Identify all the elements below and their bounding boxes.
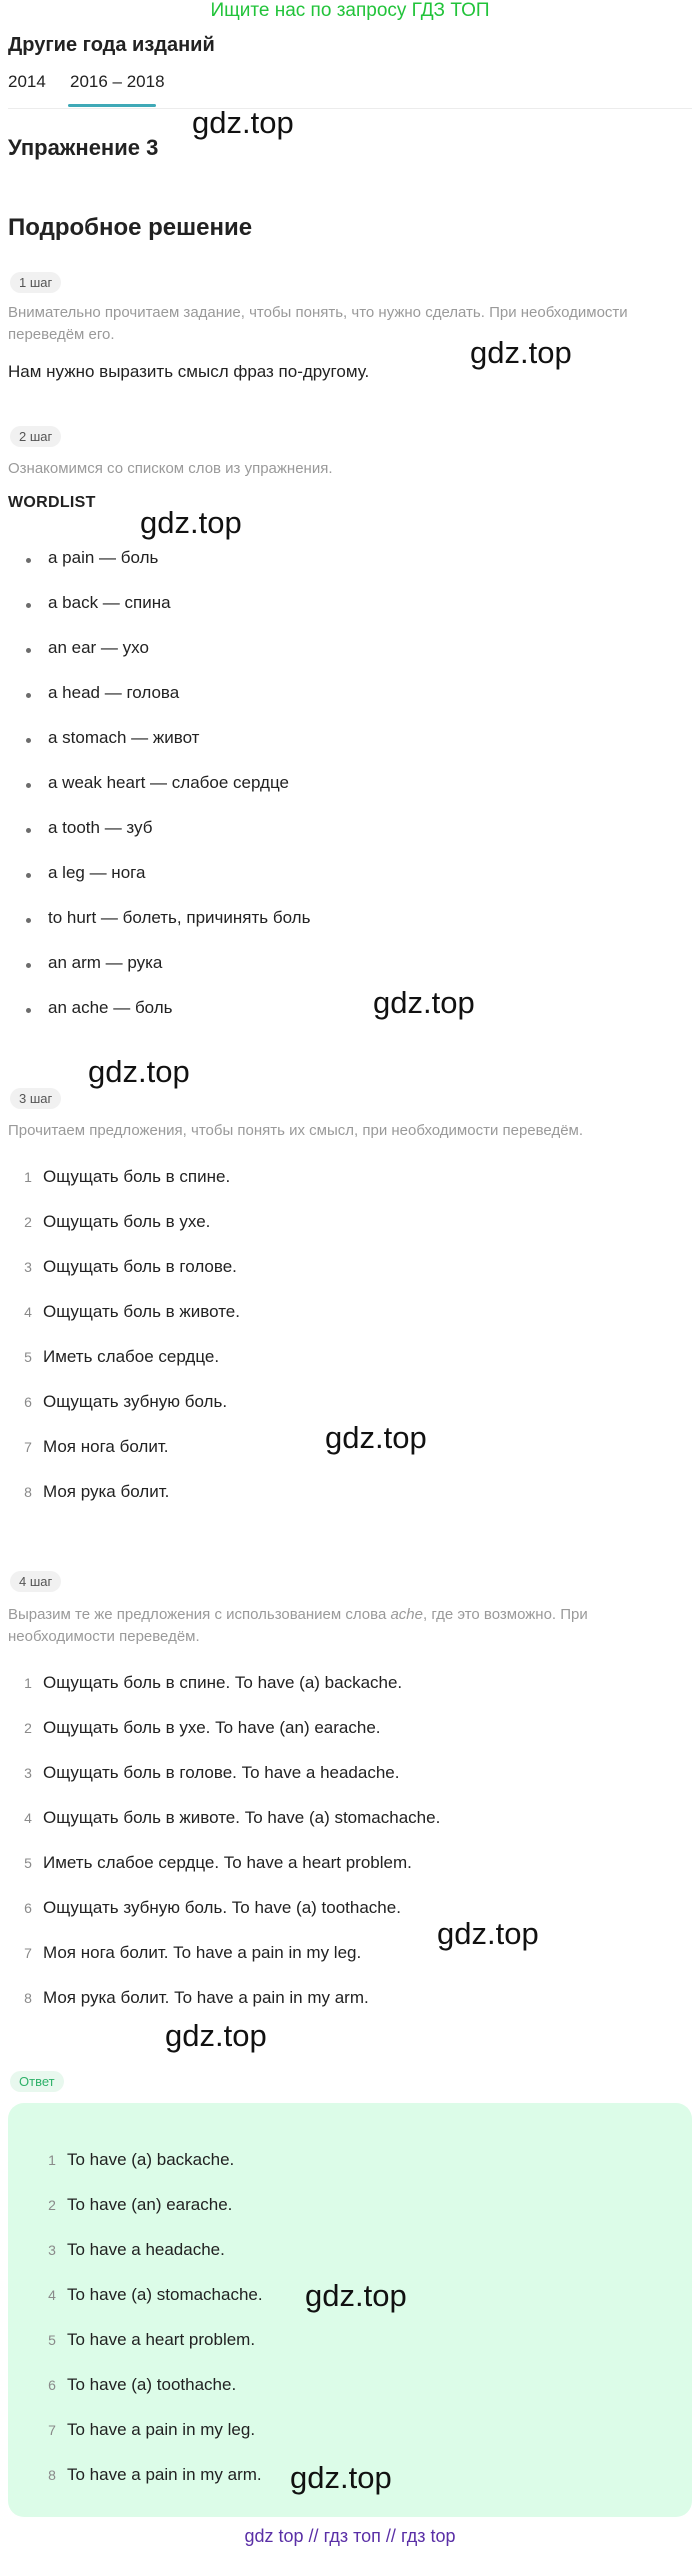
footer-link[interactable]: гдз топ [323, 2526, 381, 2546]
active-tab-indicator [68, 104, 156, 107]
step-2-instruction: Ознакомимся со списком слов из упражнения. [8, 460, 333, 477]
exercise-title: Упражнение 3 [8, 135, 159, 160]
watermark: gdz.top [165, 2018, 267, 2053]
sentence-item: Ощущать зубную боль. To have (a) toothache. [43, 1898, 401, 1917]
watermark: gdz.top [437, 1916, 539, 1951]
word-item: an ear — ухо [48, 638, 149, 657]
sentence-item: Ощущать боль в ухе. To have (an) earache. [43, 1718, 381, 1737]
sentence-item: Ощущать боль в животе. To have (a) stomachache. [43, 1808, 441, 1827]
item-number: 3 [24, 1765, 32, 1781]
watermark: gdz.top [325, 1420, 427, 1455]
sentence-item: Ощущать боль в животе. [43, 1302, 240, 1321]
word-item: an ache — боль [48, 998, 173, 1017]
footer-link[interactable]: гдз top [400, 2526, 456, 2546]
item-number: 3 [24, 1259, 32, 1275]
word-item: an arm — рука [48, 953, 163, 972]
answer-item: To have a pain in my leg. [67, 2420, 256, 2439]
step-4-instruction: Выразим те же предложения с использованием слова ache, где это возможно. При необходимости переведём. [8, 1606, 588, 1645]
word-item: a stomach — живот [48, 728, 200, 747]
sentence-item: Ощущать боль в спине. To have (a) backache. [43, 1673, 403, 1692]
answer-item: To have (a) toothache. [67, 2375, 237, 2394]
item-number: 8 [24, 1990, 32, 2006]
watermark: gdz.top [470, 335, 572, 370]
wordlist-title: WORDLIST [8, 494, 96, 511]
sentence-item: Иметь слабое сердце. To have a heart problem. [43, 1853, 412, 1872]
item-number: 8 [48, 2467, 56, 2483]
step-2-badge: 2 шаг [10, 426, 61, 447]
sentence-item: Моя нога болит. To have a pain in my leg. [43, 1943, 362, 1962]
bullet [26, 558, 31, 563]
item-number: 4 [24, 1304, 32, 1320]
item-number: 1 [48, 2152, 56, 2168]
item-number: 2 [24, 1214, 32, 1230]
answer-badge: Ответ [10, 2071, 64, 2092]
sentence-item: Моя рука болит. [43, 1482, 170, 1501]
step-4-badge: 4 шаг [10, 1571, 61, 1592]
step-3-instruction: Прочитаем предложения, чтобы понять их смысл, при необходимости переведём. [8, 1122, 584, 1139]
item-number: 6 [24, 1394, 32, 1410]
footer-link[interactable]: gdz top [244, 2526, 304, 2546]
answer-item: To have (an) earache. [67, 2195, 233, 2214]
item-number: 1 [24, 1169, 32, 1185]
sentence-item: Ощущать боль в голове. To have a headache. [43, 1763, 400, 1782]
item-number: 4 [48, 2287, 56, 2303]
watermark: gdz.top [140, 505, 242, 540]
bullet [26, 963, 31, 968]
step-1-instruction: Внимательно прочитаем задание, чтобы понять, что нужно сделать. При необходимости переведём его. [8, 304, 628, 343]
solution-title: Подробное решение [8, 214, 253, 241]
word-item: a head — голова [48, 683, 180, 702]
item-number: 2 [24, 1720, 32, 1736]
word-item: a pain — боль [48, 548, 159, 567]
word-item: to hurt — болеть, причинять боль [48, 908, 311, 927]
sentence-item: Моя нога болит. [43, 1437, 169, 1456]
answer-item: To have a headache. [67, 2240, 225, 2259]
watermark: gdz.top [305, 2278, 407, 2313]
tab-year-2014[interactable]: 2014 [8, 72, 46, 91]
watermark: gdz.top [373, 985, 475, 1020]
answer-item: To have (a) stomachache. [67, 2285, 263, 2304]
tab-year-2016-2018[interactable]: 2016 – 2018 [70, 72, 165, 91]
word-item: a back — спина [48, 593, 171, 612]
bullet [26, 693, 31, 698]
bullet [26, 603, 31, 608]
bullet [26, 738, 31, 743]
watermark: gdz.top [88, 1054, 190, 1089]
sentence-item: Ощущать боль в спине. [43, 1167, 231, 1186]
footer-separator: // [308, 2526, 319, 2546]
footer-links [0, 2526, 700, 2547]
sentence-item: Ощущать зубную боль. [43, 1392, 228, 1411]
item-number: 5 [24, 1349, 32, 1365]
word-item: a leg — нога [48, 863, 146, 882]
step-1-badge: 1 шаг [10, 272, 61, 293]
item-number: 3 [48, 2242, 56, 2258]
item-number: 2 [48, 2197, 56, 2213]
step-3-badge: 3 шаг [10, 1088, 61, 1109]
item-number: 6 [48, 2377, 56, 2393]
answer-item: To have a pain in my arm. [67, 2465, 262, 2484]
bullet [26, 1008, 31, 1013]
sentence-item: Моя рука болит. To have a pain in my arm. [43, 1988, 369, 2007]
sentence-item: Ощущать боль в голове. [43, 1257, 237, 1276]
answer-item: To have a heart problem. [67, 2330, 256, 2349]
sentence-item: Иметь слабое сердце. [43, 1347, 220, 1366]
item-number: 7 [48, 2422, 56, 2438]
watermark: gdz.top [192, 105, 294, 140]
watermark: gdz.top [290, 2460, 392, 2495]
word-item: a weak heart — слабое сердце [48, 773, 289, 792]
bullet [26, 918, 31, 923]
bullet [26, 648, 31, 653]
answer-item: To have (a) backache. [67, 2150, 235, 2169]
word-item: a tooth — зуб [48, 818, 153, 837]
item-number: 7 [24, 1439, 32, 1455]
item-number: 1 [24, 1675, 32, 1691]
bullet [26, 783, 31, 788]
bullet [26, 828, 31, 833]
item-number: 5 [24, 1855, 32, 1871]
item-number: 8 [24, 1484, 32, 1500]
bullet [26, 873, 31, 878]
item-number: 5 [48, 2332, 56, 2348]
footer-separator: // [385, 2526, 396, 2546]
step-1-text: Нам нужно выразить смысл фраз по-другому. [8, 362, 370, 381]
item-number: 6 [24, 1900, 32, 1916]
item-number: 7 [24, 1945, 32, 1961]
search-us-banner[interactable]: Ищите нас по запросу ГДЗ ТОП [210, 0, 490, 21]
item-number: 4 [24, 1810, 32, 1826]
other-years-title: Другие года изданий [8, 34, 215, 56]
divider [8, 108, 692, 109]
sentence-item: Ощущать боль в ухе. [43, 1212, 211, 1231]
